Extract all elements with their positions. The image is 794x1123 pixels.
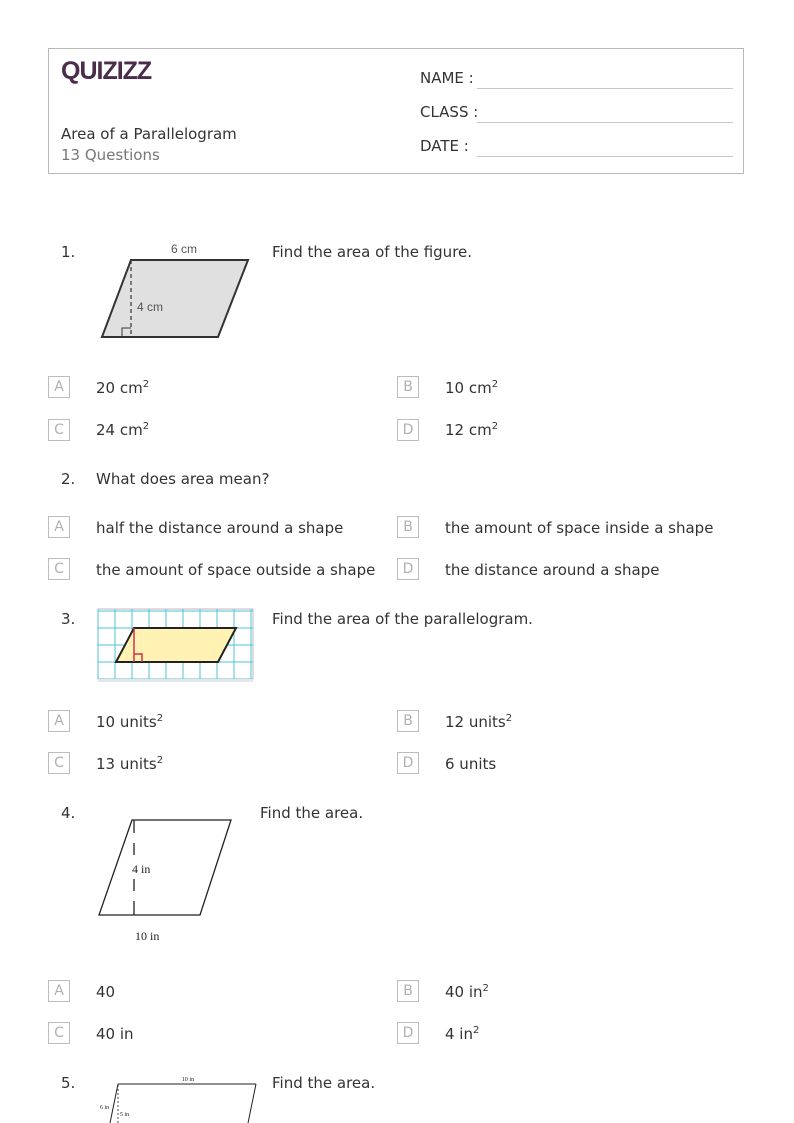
question-text: Find the area of the parallelogram. (272, 610, 533, 628)
label-6in: 6 in (100, 1105, 110, 1111)
option-letter-b[interactable]: B (397, 516, 419, 538)
option-c[interactable]: 24 $cm^2$ (96, 421, 150, 439)
option-c[interactable]: the amount of space outside a shape (96, 561, 376, 579)
worksheet-header (48, 48, 744, 174)
parallelogram-figure-q5 (96, 1072, 261, 1123)
name-field[interactable] (420, 69, 474, 91)
option-b[interactable]: 12 units$^2$ (445, 713, 513, 731)
worksheet-title: Area of a Parallelogram (61, 125, 237, 143)
label-6cm: 6 cm (170, 242, 198, 256)
option-letter-b[interactable]: B (397, 710, 419, 732)
option-b[interactable]: 40 $in^2$ (445, 983, 489, 1001)
grid-parallelogram-figure-q3 (97, 608, 257, 683)
question-number: 3. (61, 610, 76, 628)
question-number: 5. (61, 1074, 76, 1092)
option-d[interactable]: 6 units (445, 755, 497, 773)
parallelogram-figure-q1 (96, 236, 256, 342)
option-d[interactable]: the distance around a shape (445, 561, 660, 579)
option-letter-c[interactable]: C (48, 558, 70, 580)
option-a[interactable]: 20 $cm^2$ (96, 379, 150, 397)
option-a[interactable]: 40 (96, 983, 116, 1001)
name-label: NAME : (420, 69, 474, 87)
option-b[interactable]: the amount of space inside a shape (445, 519, 714, 537)
option-d[interactable]: 4 $in^2$ (445, 1025, 480, 1043)
option-d[interactable]: 12 $cm^2$ (445, 421, 499, 439)
date-field[interactable] (420, 137, 469, 159)
option-a[interactable]: half the distance around a shape (96, 519, 344, 537)
option-a[interactable]: 10 units$^2$ (96, 713, 164, 731)
option-letter-d[interactable]: D (397, 752, 419, 774)
name-line (477, 88, 733, 89)
option-letter-a[interactable]: A (48, 980, 70, 1002)
option-letter-d[interactable]: D (397, 1022, 419, 1044)
option-c[interactable]: 40 in (96, 1025, 134, 1043)
class-field[interactable] (420, 103, 478, 125)
option-c[interactable]: 13 units$^2$ (96, 755, 164, 773)
label-10in: 10 in (181, 1077, 195, 1083)
option-letter-c[interactable]: C (48, 752, 70, 774)
label-4cm: 4 cm (137, 300, 164, 314)
question-count: 13 Questions (61, 146, 160, 164)
option-letter-d[interactable]: D (397, 419, 419, 441)
label-5in: 5 in (120, 1112, 130, 1118)
question-number: 1. (61, 243, 76, 261)
option-letter-c[interactable]: C (48, 1022, 70, 1044)
class-line (477, 122, 733, 123)
question-number: 4. (61, 804, 76, 822)
question-text: Find the area. (260, 804, 364, 822)
option-letter-b[interactable]: B (397, 376, 419, 398)
label-4in: 4 in (132, 862, 151, 876)
class-label: CLASS : (420, 103, 479, 121)
parallelogram-figure-q4 (96, 815, 236, 945)
option-letter-d[interactable]: D (397, 558, 419, 580)
question-number: 2. (61, 470, 76, 488)
question-text: What does area mean? (96, 470, 270, 488)
quizizz-logo: QUIZIZZ (61, 57, 152, 85)
option-letter-b[interactable]: B (397, 980, 419, 1002)
option-b[interactable]: 10 $cm^2$ (445, 379, 499, 397)
option-letter-c[interactable]: C (48, 419, 70, 441)
option-letter-a[interactable]: A (48, 710, 70, 732)
date-label: DATE : (420, 137, 469, 155)
label-10in: 10 in (135, 929, 160, 943)
date-line (477, 156, 733, 157)
option-letter-a[interactable]: A (48, 376, 70, 398)
question-text: Find the area. (272, 1074, 376, 1092)
question-text: Find the area of the figure. (272, 243, 473, 261)
option-letter-a[interactable]: A (48, 516, 70, 538)
